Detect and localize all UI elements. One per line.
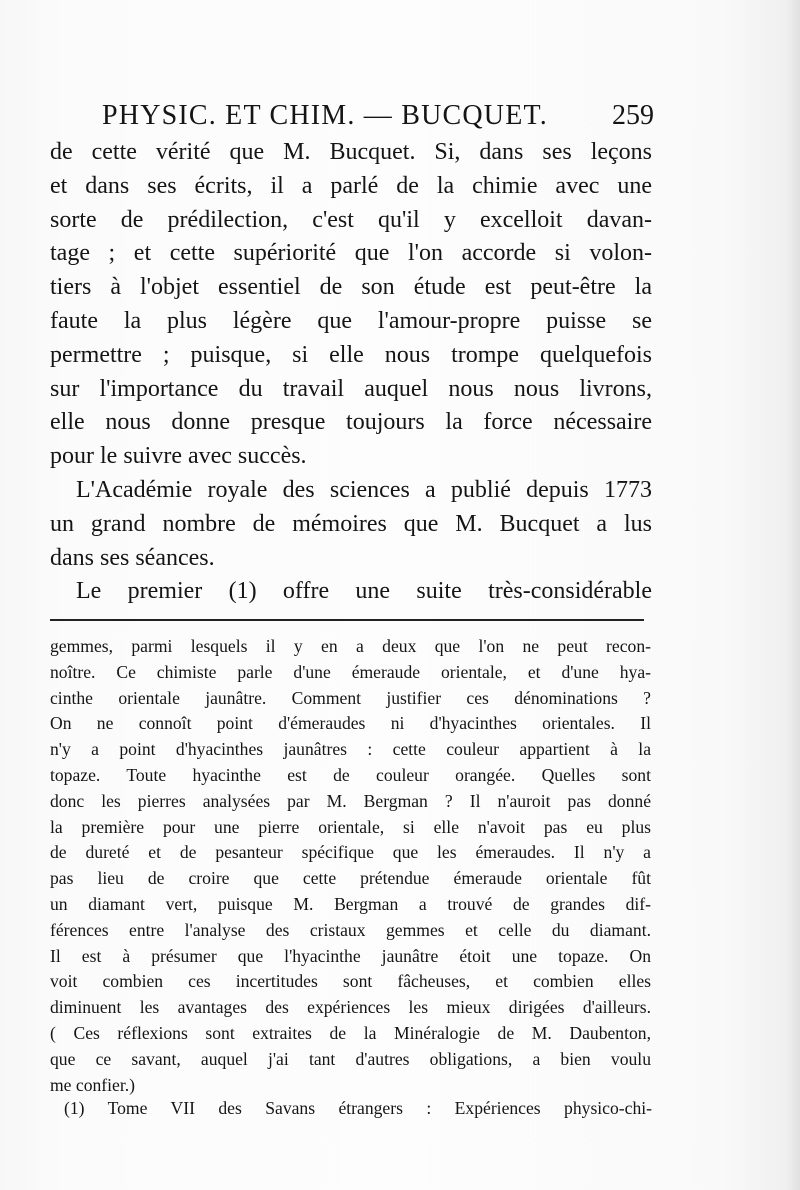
footnote-line: que ce savant, auquel j'ai tant d'autres obligations, a bien voulu — [50, 1048, 651, 1069]
footnote-line: ( Ces réflexions sont extraites de la Minéralogie de M. Daubenton, — [50, 1022, 651, 1043]
footnote-line: donc les pierres analysées par M. Bergman ? Il n'auroit pas donné — [50, 790, 651, 811]
text-line: tage ; et cette supériorité que l'on accorde si volon- — [50, 240, 652, 267]
text-line: L'Académie royale des sciences a publié depuis 1773 — [76, 476, 652, 503]
footnote-line: me confier.) — [50, 1074, 135, 1095]
footnote-1 — [64, 1096, 652, 1122]
footnote-line: un diamant vert, puisque M. Bergman a trouvé de grandes dif- — [50, 893, 651, 914]
footnote-line: On ne connoît point d'émeraudes ni d'hyacinthes orientales. Il — [50, 713, 651, 734]
running-header — [102, 96, 654, 136]
text-line: sorte de prédilection, c'est qu'il y excelloit davan- — [50, 206, 652, 233]
text-line: un grand nombre de mémoires que M. Bucquet a lus — [50, 510, 652, 537]
page-number: 259 — [612, 100, 654, 131]
text-line: faute la plus légère que l'amour-propre puisse se — [50, 307, 652, 334]
footnote-line: férences entre l'analyse des cristaux gemmes et celle du diamant. — [50, 919, 651, 940]
main-text-block — [50, 136, 652, 609]
footnote-line: de dureté et de pesanteur spécifique que les émeraudes. Il n'y a — [50, 842, 651, 863]
footnote-line: diminuent les avantages des expériences les mieux dirigées d'ailleurs. — [50, 997, 651, 1018]
text-line: pour le suivre avec succès. — [50, 443, 307, 470]
footnote-line: cinthe orientale jaunâtre. Comment justifier ces dénominations ? — [50, 687, 651, 708]
text-line: tiers à l'objet essentiel de son étude est peut-être la — [50, 274, 652, 301]
footnote-line: noître. Ce chimiste parle d'une émeraude orientale, et d'une hya- — [50, 661, 651, 682]
running-title: PHYSIC. ET CHIM. — BUCQUET. — [102, 100, 548, 131]
footnote-separator-rule — [50, 619, 644, 621]
footnote-line: Il est à présumer que l'hyacinthe jaunâtre étoit une topaze. On — [50, 945, 651, 966]
text-line: permettre ; puisque, si elle nous trompe quelquefois — [50, 341, 652, 368]
text-line: sur l'importance du travail auquel nous nous livrons, — [50, 375, 652, 402]
footnote-line: pas lieu de croire que cette prétendue émeraude orientale fût — [50, 868, 651, 889]
text-line: dans ses séances. — [50, 544, 215, 571]
footnote-line: la première pour une pierre orientale, si elle n'avoit pas eu plus — [50, 816, 651, 837]
text-line: et dans ses écrits, il a parlé de la chimie avec une — [50, 172, 652, 199]
text-line: elle nous donne presque toujours la force nécessaire — [50, 409, 652, 436]
text-line: de cette vérité que M. Bucquet. Si, dans ses leçons — [50, 139, 652, 165]
footnote-line: n'y a point d'hyacinthes jaunâtres : cette couleur appartient à la — [50, 739, 651, 760]
text-line: Le premier (1) offre une suite très-considérable — [76, 578, 652, 605]
footnote-continuation — [50, 634, 651, 1098]
footnote-line: voit combien ces incertitudes sont fâcheuses, et combien elles — [50, 971, 651, 992]
footnote-line: topaze. Toute hyacinthe est de couleur orangée. Quelles sont — [50, 764, 651, 785]
footnote-line: gemmes, parmi lesquels il y en a deux que l'on ne peut recon- — [50, 636, 651, 656]
footnote-1-text: (1) Tome VII des Savans étrangers : Expériences physico-chi- — [64, 1098, 652, 1118]
